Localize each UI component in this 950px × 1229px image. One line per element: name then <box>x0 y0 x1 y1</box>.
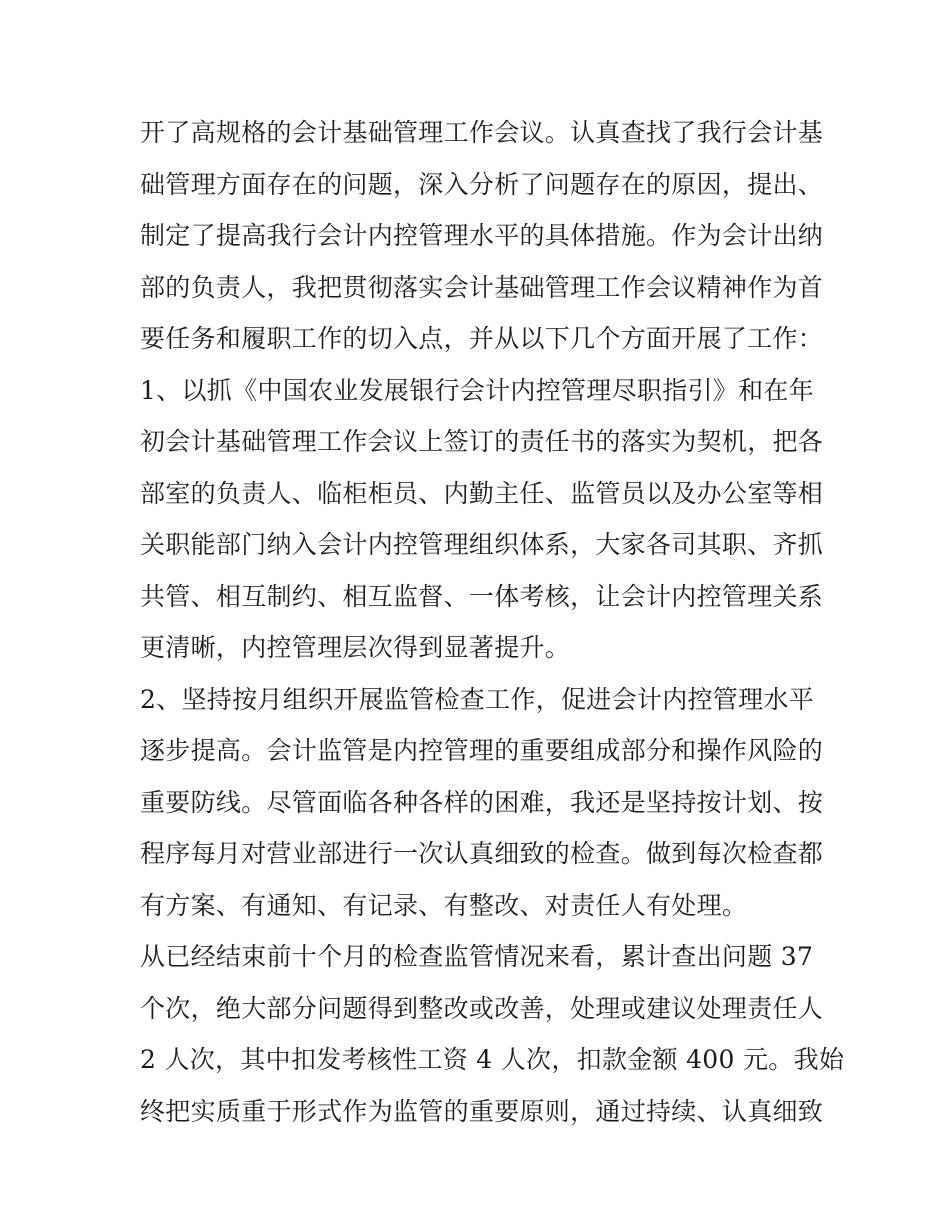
text-line: 制定了提高我行会计内控管理水平的具体措施。作为会计出纳 <box>140 221 824 250</box>
text-line: 要任务和履职工作的切入点，并从以下几个方面开展了工作： <box>140 324 824 353</box>
text-line: 共管、相互制约、相互监督、一体考核，让会计内控管理关系 <box>140 581 824 611</box>
text-line: 2 人次，其中扣发考核性工资 4 人次，扣款金额 400 元。我始 <box>140 1045 845 1074</box>
text-line: 部的负责人，我把贯彻落实会计基础管理工作会议精神作为首 <box>140 272 824 302</box>
text-line: 重要防线。尽管面临各种各样的困难，我还是坚持按计划、按 <box>140 787 824 817</box>
text-line: 关职能部门纳入会计内控管理组织体系，大家各司其职、齐抓 <box>140 530 824 559</box>
text-line: 程序每月对营业部进行一次认真细致的检查。做到每次检查都 <box>140 839 824 868</box>
text-line: 础管理方面存在的问题，深入分析了问题存在的原因，提出、 <box>140 169 824 199</box>
text-line: 1、以抓《中国农业发展银行会计内控管理尽职指引》和在年 <box>140 375 815 405</box>
text-line: 更清晰，内控管理层次得到显著提升。 <box>140 633 571 662</box>
body-text <box>140 107 845 1137</box>
text-line: 部室的负责人、临柜柜员、内勤主任、监管员以及办公室等相 <box>140 478 824 508</box>
text-line: 有方案、有通知、有记录、有整改、对责任人有处理。 <box>140 890 748 920</box>
text-line: 逐步提高。会计监管是内控管理的重要组成部分和操作风险的 <box>140 736 824 765</box>
text-line: 从已经结束前十个月的检查监管情况来看，累计查出问题 37 <box>140 942 814 971</box>
text-line: 开了高规格的会计基础管理工作会议。认真查找了我行会计基 <box>140 118 824 147</box>
text-line: 初会计基础管理工作会议上签订的责任书的落实为契机，把各 <box>140 427 824 456</box>
text-line: 终把实质重于形式作为监管的重要原则，通过持续、认真细致 <box>140 1096 824 1126</box>
text-line: 个次，绝大部分问题得到整改或改善，处理或建议处理责任人 <box>140 993 824 1023</box>
text-line: 2、坚持按月组织开展监管检查工作，促进会计内控管理水平 <box>140 684 815 714</box>
